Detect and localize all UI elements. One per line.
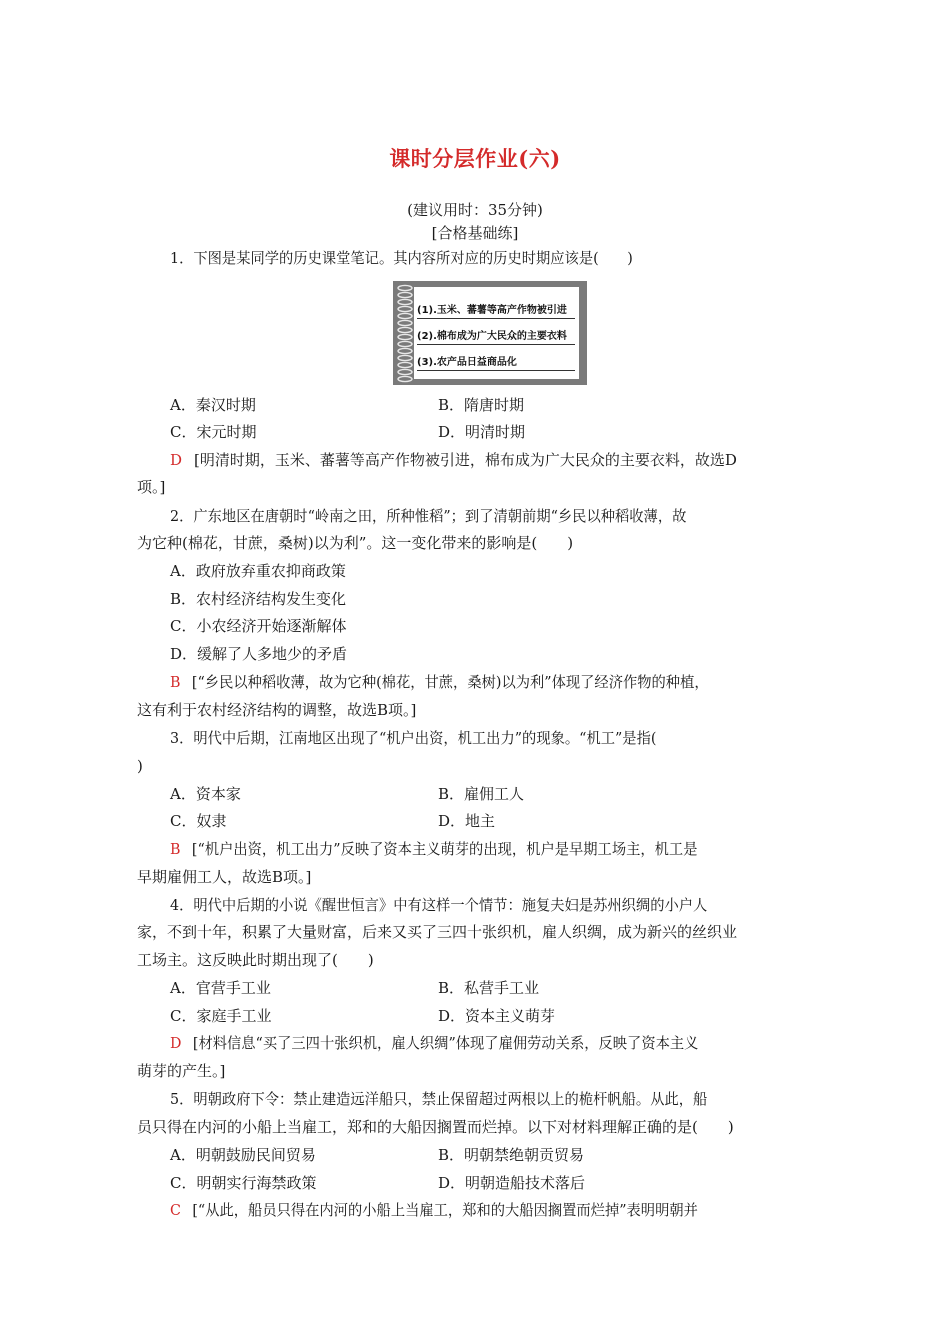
question-4-stem-cont: 家，不到十年，积累了大量财富，后来又买了三四十张织机，雇人织绸，成为新兴的丝织业 bbox=[137, 923, 738, 941]
q4-option-c: C．家庭手工业 bbox=[170, 1007, 272, 1025]
page-title: 课时分层作业(六) bbox=[389, 146, 561, 171]
q1-option-c: C．宋元时期 bbox=[170, 423, 257, 441]
q2-option-a: A．政府放弃重农抑商政策 bbox=[170, 562, 346, 580]
question-2-stem: 2．广东地区在唐朝时“岭南之田，所种惟稻”；到了清朝前期“乡民以种稻收薄，故 bbox=[170, 507, 687, 525]
q5-answer: C bbox=[170, 1201, 181, 1219]
note-rule bbox=[417, 370, 575, 371]
q3-explanation-cont: 早期雇佣工人，故选B项。] bbox=[137, 868, 312, 886]
note-rule bbox=[417, 318, 575, 319]
q3-explanation-text: [“机户出资，机工出力”反映了资本主义萌芽的出现，机户是早期工场主，机工是 bbox=[191, 840, 698, 858]
q3-option-d: D．地主 bbox=[438, 812, 496, 830]
q4-explanation-text: [材料信息“买了三四十张织机，雇人织绸”体现了雇佣劳动关系，反映了资本主义 bbox=[192, 1034, 699, 1052]
q2-option-b: B．农村经济结构发生变化 bbox=[170, 590, 347, 608]
q3-option-a: A．资本家 bbox=[170, 785, 241, 803]
question-3-stem-cont: ) bbox=[137, 757, 143, 775]
question-3-stem: 3．明代中后期，江南地区出现了“机户出资，机工出力”的现象。“机工”是指( bbox=[170, 729, 657, 747]
q4-answer: D bbox=[170, 1034, 182, 1052]
q5-explanation-text: [“从此，船员只得在内河的小船上当雇工，郑和的大船因搁置而烂掉”表明明朝并 bbox=[192, 1201, 698, 1219]
q2-option-d: D．缓解了人多地少的矛盾 bbox=[170, 645, 348, 663]
q2-explanation-cont: 这有利于农村经济结构的调整，故选B项。] bbox=[137, 701, 417, 719]
note-rule bbox=[417, 344, 575, 345]
question-1-stem: 1．下图是某同学的历史课堂笔记。其内容所对应的历史时期应该是( ) bbox=[170, 249, 633, 267]
q5-explanation bbox=[170, 1200, 821, 1220]
q3-answer: B bbox=[170, 840, 181, 858]
spiral-binding-icon bbox=[396, 283, 414, 383]
q1-option-a: A．秦汉时期 bbox=[170, 396, 256, 414]
suggested-time: (建议用时：35分钟) bbox=[407, 201, 543, 219]
question-2-stem-cont: 为它种(棉花，甘蔗，桑树)以为利”。这一变化带来的影响是( ) bbox=[137, 534, 574, 552]
question-5-stem: 5．明朝政府下令：禁止建造远洋船只，禁止保留超过两根以上的桅杆帆船。从此，船 bbox=[170, 1090, 708, 1108]
q1-explanation-cont: 项。] bbox=[137, 478, 166, 496]
q4-option-a: A．官营手工业 bbox=[170, 979, 271, 997]
note-2: (2).棉布成为广大民众的主要衣料 bbox=[417, 331, 567, 342]
q2-explanation bbox=[170, 672, 821, 692]
q4-explanation bbox=[170, 1033, 821, 1053]
q5-option-a: A．明朝鼓励民间贸易 bbox=[170, 1146, 316, 1164]
q5-option-c: C．明朝实行海禁政策 bbox=[170, 1174, 317, 1192]
q2-answer: B bbox=[170, 673, 181, 691]
section-heading: [合格基础练] bbox=[431, 224, 519, 242]
q1-option-b: B．隋唐时期 bbox=[438, 396, 525, 414]
q2-option-c: C．小农经济开始逐渐解体 bbox=[170, 617, 347, 635]
q4-explanation-cont: 萌芽的产生。] bbox=[137, 1062, 226, 1080]
q5-option-b: B．明朝禁绝朝贡贸易 bbox=[438, 1146, 585, 1164]
q1-explanation bbox=[170, 450, 821, 470]
q2-explanation-text: [“乡民以种稻收薄，故为它种(棉花，甘蔗，桑树)以为利”体现了经济作物的种植， bbox=[191, 673, 709, 691]
q4-option-d: D．资本主义萌芽 bbox=[438, 1007, 556, 1025]
question-5-stem-cont: 员只得在内河的小船上当雇工，郑和的大船因搁置而烂掉。以下对材料理解正确的是( ) bbox=[137, 1118, 734, 1136]
q3-option-c: C．奴隶 bbox=[170, 812, 227, 830]
q3-explanation bbox=[170, 839, 821, 859]
notebook-paper bbox=[414, 287, 579, 379]
q1-answer: D bbox=[170, 451, 183, 469]
q4-option-b: B．私营手工业 bbox=[438, 979, 540, 997]
question-4-stem: 4．明代中后期的小说《醒世恒言》中有这样一个情节：施复夫妇是苏州织绸的小户人 bbox=[170, 896, 708, 914]
note-3: (3).农产品日益商品化 bbox=[417, 357, 517, 368]
note-1: (1).玉米、蕃薯等高产作物被引进 bbox=[417, 305, 567, 316]
question-4-stem-cont2: 工场主。这反映此时期出现了( ) bbox=[137, 951, 374, 969]
q3-option-b: B．雇佣工人 bbox=[438, 785, 525, 803]
q1-explanation-text: [明清时期，玉米、蕃薯等高产作物被引进，棉布成为广大民众的主要衣料，故选D bbox=[194, 451, 737, 469]
notebook-figure bbox=[393, 281, 587, 385]
q5-option-d: D．明朝造船技术落后 bbox=[438, 1174, 586, 1192]
q1-option-d: D．明清时期 bbox=[438, 423, 526, 441]
